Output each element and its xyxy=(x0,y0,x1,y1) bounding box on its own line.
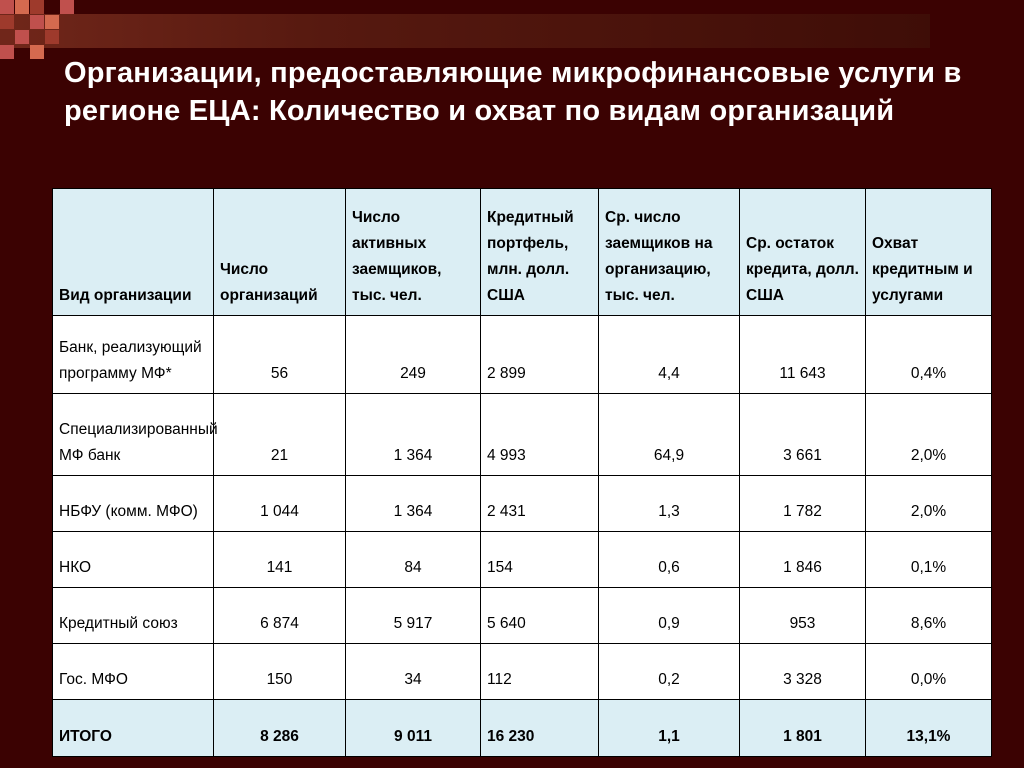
table-cell: 84 xyxy=(346,532,481,588)
table-cell: 0,2 xyxy=(599,644,740,700)
table-cell: 64,9 xyxy=(599,394,740,476)
header-cell: Кредитный портфель, млн. долл. США xyxy=(481,189,599,316)
table-cell: 249 xyxy=(346,316,481,394)
table-cell: 1,3 xyxy=(599,476,740,532)
table-cell: 56 xyxy=(214,316,346,394)
header-cell: Охват кредитным и услугами xyxy=(866,189,992,316)
table-cell: 2 899 xyxy=(481,316,599,394)
table-row xyxy=(53,532,992,588)
total-cell: 16 230 xyxy=(481,700,599,757)
microfinance-table xyxy=(52,188,992,757)
header-cell: Число активных заемщиков, тыс. чел. xyxy=(346,189,481,316)
table-cell: 0,1% xyxy=(866,532,992,588)
table-total-row xyxy=(53,700,992,757)
header-cell: Вид организации xyxy=(53,189,214,316)
table-cell: Специализированный МФ банк xyxy=(53,394,214,476)
table-row xyxy=(53,644,992,700)
table-cell: 1 364 xyxy=(346,476,481,532)
table-cell: 0,4% xyxy=(866,316,992,394)
table-row xyxy=(53,394,992,476)
table-cell: 4,4 xyxy=(599,316,740,394)
header-cell: Ср. остаток кредита, долл. США xyxy=(740,189,866,316)
top-decor-bar xyxy=(0,14,930,48)
table-cell: 3 328 xyxy=(740,644,866,700)
table-cell: 5 917 xyxy=(346,588,481,644)
table-cell: 2,0% xyxy=(866,476,992,532)
table-cell: Кредитный союз xyxy=(53,588,214,644)
table-cell: НКО xyxy=(53,532,214,588)
table-cell: 11 643 xyxy=(740,316,866,394)
table-cell: 3 661 xyxy=(740,394,866,476)
slide-title: Организации, предоставляющие микрофинансовые услуги в регионе ЕЦА: Количество и охват по видам организаций xyxy=(64,57,962,127)
table-cell: Банк, реализующий программу МФ* xyxy=(53,316,214,394)
table-cell: 1 846 xyxy=(740,532,866,588)
total-cell: 8 286 xyxy=(214,700,346,757)
table-cell: 2 431 xyxy=(481,476,599,532)
header-cell: Число организаций xyxy=(214,189,346,316)
table-cell: 112 xyxy=(481,644,599,700)
table-cell: 150 xyxy=(214,644,346,700)
table-cell: 1 044 xyxy=(214,476,346,532)
header-cell: Ср. число заемщиков на организацию, тыс. чел. xyxy=(599,189,740,316)
table-cell: 8,6% xyxy=(866,588,992,644)
table-cell: 0,0% xyxy=(866,644,992,700)
table-cell: 21 xyxy=(214,394,346,476)
total-cell: 13,1% xyxy=(866,700,992,757)
table-header-row xyxy=(53,189,992,316)
table-cell: 4 993 xyxy=(481,394,599,476)
table-row xyxy=(53,316,992,394)
total-cell: 9 011 xyxy=(346,700,481,757)
table-cell: 154 xyxy=(481,532,599,588)
table-cell: НБФУ (комм. МФО) xyxy=(53,476,214,532)
table-cell: 141 xyxy=(214,532,346,588)
table-cell: 0,9 xyxy=(599,588,740,644)
total-cell: ИТОГО xyxy=(53,700,214,757)
table-cell: 953 xyxy=(740,588,866,644)
table-cell: 1 782 xyxy=(740,476,866,532)
table-row xyxy=(53,588,992,644)
table-cell: 0,6 xyxy=(599,532,740,588)
table-cell: 6 874 xyxy=(214,588,346,644)
table-cell: 34 xyxy=(346,644,481,700)
total-cell: 1,1 xyxy=(599,700,740,757)
table-cell: 5 640 xyxy=(481,588,599,644)
table-cell: 2,0% xyxy=(866,394,992,476)
total-cell: 1 801 xyxy=(740,700,866,757)
table-cell: 1 364 xyxy=(346,394,481,476)
table-cell: Гос. МФО xyxy=(53,644,214,700)
table-row xyxy=(53,476,992,532)
